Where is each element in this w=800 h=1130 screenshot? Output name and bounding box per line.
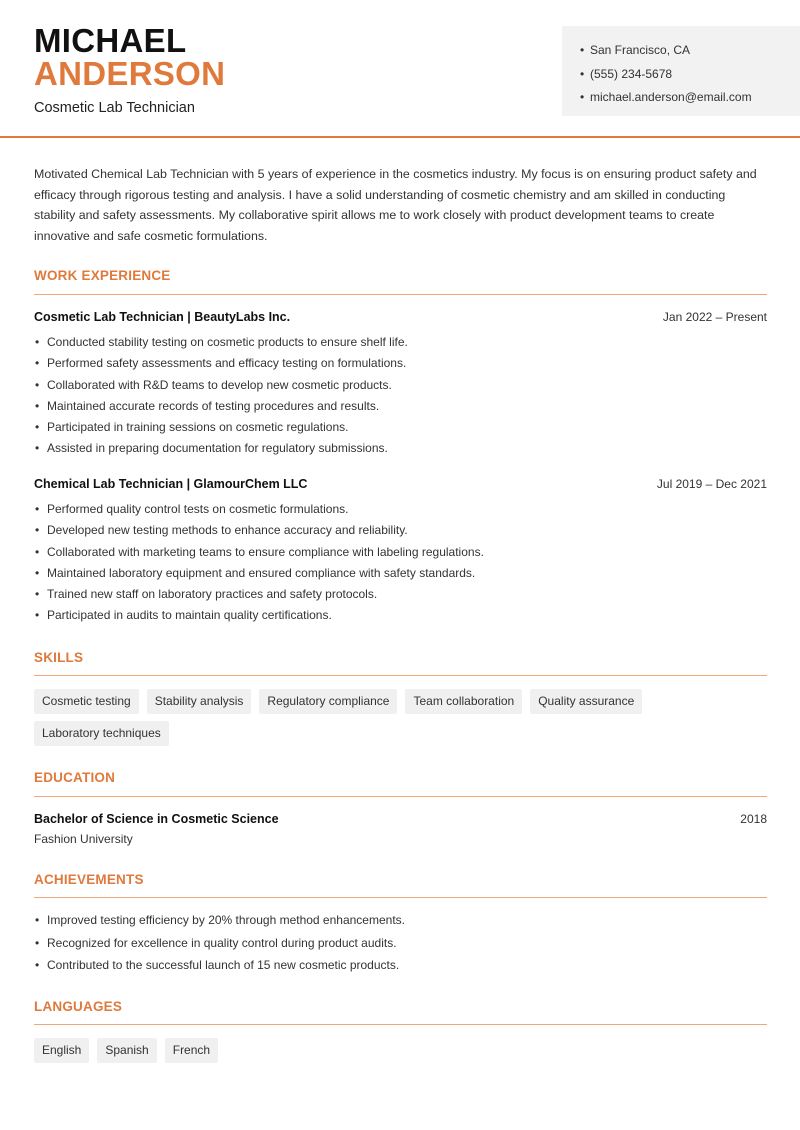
contact-location: • San Francisco, CA xyxy=(580,39,800,63)
list-item: • Collaborated with marketing teams to ensure compliance with labeling regulations. xyxy=(34,542,767,563)
language-tag: English xyxy=(34,1038,89,1063)
education-title: EDUCATION xyxy=(34,770,116,785)
skill-tag: Quality assurance xyxy=(530,689,642,714)
language-tag: French xyxy=(165,1038,218,1063)
work-experience-title: WORK EXPERIENCE xyxy=(34,268,171,283)
contact-email: • michael.anderson@email.com xyxy=(580,86,800,110)
list-item: • Collaborated with R&D teams to develop new cosmetic products. xyxy=(34,375,767,396)
achievements-list xyxy=(34,909,767,977)
job-bullets xyxy=(34,332,767,460)
education-year: 2018 xyxy=(740,812,767,826)
list-item: • Contributed to the successful launch of 15 new cosmetic products. xyxy=(34,954,767,977)
summary: Motivated Chemical Lab Technician with 5 years of experience in the cosmetics industry. My focus is on ensuring product safety and efficacy through rigorous testing and analysis. I have a solid understanding of cosmetic chemistry and am skilled in conducting stability and safety assessments. My collaborative spirit allows me to work closely with product development teams to create innovative and safe cosmetic formulations. xyxy=(34,167,757,243)
section-divider xyxy=(34,897,767,898)
list-item: • Assisted in preparing documentation for regulatory submissions. xyxy=(34,438,767,459)
achievements-title: ACHIEVEMENTS xyxy=(34,872,144,887)
list-item: • Performed safety assessments and efficacy testing on formulations. xyxy=(34,353,767,374)
job-bullets xyxy=(34,499,767,627)
section-divider xyxy=(34,675,767,676)
list-item: • Improved testing efficiency by 20% through method enhancements. xyxy=(34,909,767,932)
list-item: • Participated in audits to maintain quality certifications. xyxy=(34,605,767,626)
skill-tag: Stability analysis xyxy=(147,689,252,714)
section-divider xyxy=(34,1024,767,1025)
section-divider xyxy=(34,796,767,797)
skill-tag: Team collaboration xyxy=(405,689,522,714)
first-name: MICHAEL xyxy=(34,22,187,59)
skill-tag: Laboratory techniques xyxy=(34,721,169,746)
list-item: • Participated in training sessions on cosmetic regulations. xyxy=(34,417,767,438)
resume-header xyxy=(0,0,800,138)
contact-phone: • (555) 234-5678 xyxy=(580,63,800,87)
list-item: • Trained new staff on laboratory practices and safety protocols. xyxy=(34,584,767,605)
skills-tags xyxy=(34,689,767,746)
education-school: Fashion University xyxy=(34,832,133,846)
job-dates: Jul 2019 – Dec 2021 xyxy=(656,477,767,491)
list-item: • Recognized for excellence in quality control during product audits. xyxy=(34,932,767,955)
skill-tag: Cosmetic testing xyxy=(34,689,139,714)
section-divider xyxy=(34,294,767,295)
last-name: ANDERSON xyxy=(34,55,226,92)
skill-tag: Regulatory compliance xyxy=(259,689,397,714)
list-item: • Maintained laboratory equipment and ensured compliance with safety standards. xyxy=(34,563,767,584)
education-degree: Bachelor of Science in Cosmetic Science xyxy=(34,812,279,826)
contact-box xyxy=(562,26,800,116)
job-title: Cosmetic Lab Technician xyxy=(34,100,195,116)
list-item: • Performed quality control tests on cosmetic formulations. xyxy=(34,499,767,520)
language-tag: Spanish xyxy=(97,1038,156,1063)
list-item: • Conducted stability testing on cosmetic products to ensure shelf life. xyxy=(34,332,767,353)
languages-tags xyxy=(34,1038,767,1063)
job-header xyxy=(34,477,767,491)
list-item: • Maintained accurate records of testing procedures and results. xyxy=(34,396,767,417)
job-header xyxy=(34,310,767,324)
languages-title: LANGUAGES xyxy=(34,999,123,1014)
job-role: Chemical Lab Technician | GlamourChem LLC xyxy=(34,477,308,491)
job-role: Cosmetic Lab Technician | BeautyLabs Inc. xyxy=(34,310,291,324)
list-item: • Developed new testing methods to enhance accuracy and reliability. xyxy=(34,520,767,541)
job-dates: Jan 2022 – Present xyxy=(662,310,767,324)
skills-title: SKILLS xyxy=(34,650,84,665)
